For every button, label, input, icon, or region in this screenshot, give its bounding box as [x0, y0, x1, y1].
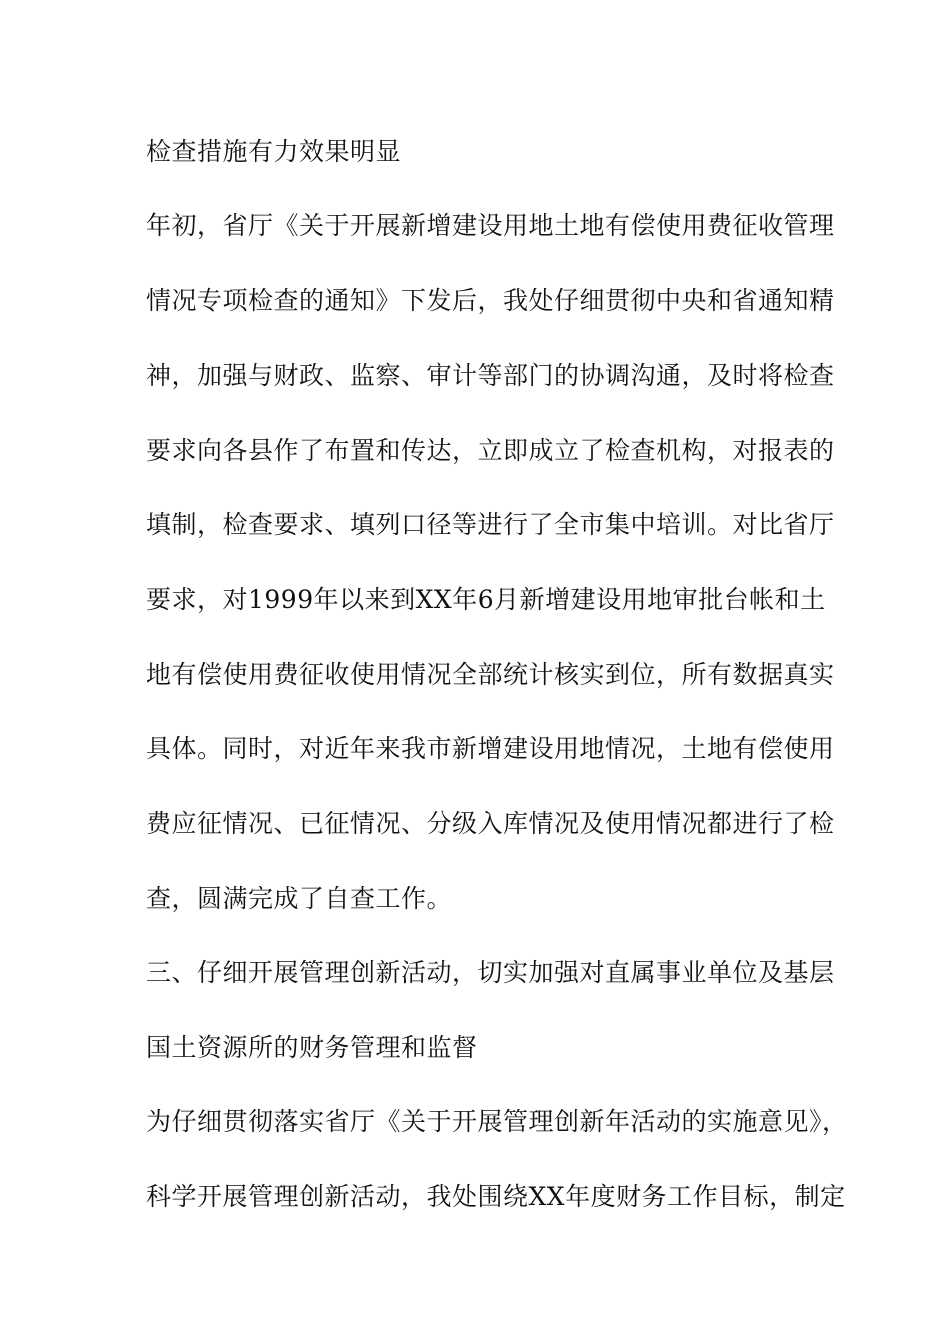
section-heading: 检查措施有力效果明显	[146, 137, 402, 166]
text-line: 具体。同时，对近年来我市新增建设用地情况，土地有偿使用	[146, 734, 835, 763]
text-line: 填制，检查要求、填列口径等进行了全市集中培训。对比省厅	[146, 510, 835, 539]
text-line: 年初，省厅《关于开展新增建设用地土地有偿使用费征收管理	[146, 211, 835, 240]
text-line: 查，圆满完成了自查工作。	[146, 884, 453, 913]
text-line: 科学开展管理创新活动，我处围绕XX年度财务工作目标，制定	[146, 1182, 846, 1211]
text-line: 地有偿使用费征收使用情况全部统计核实到位，所有数据真实	[146, 660, 835, 689]
text-line: 神，加强与财政、监察、审计等部门的协调沟通，及时将检查	[146, 361, 835, 390]
text-line: 情况专项检查的通知》下发后，我处仔细贯彻中央和省通知精	[146, 286, 835, 315]
text-line: 为仔细贯彻落实省厅《关于开展管理创新年活动的实施意见》，	[146, 1107, 848, 1136]
section-heading: 三、仔细开展管理创新活动，切实加强对直属事业单位及基层	[146, 958, 835, 987]
section-heading: 国土资源所的财务管理和监督	[146, 1033, 478, 1062]
text-line: 要求，对1999年以来到XX年6月新增建设用地审批台帐和土	[146, 585, 826, 614]
text-line: 费应征情况、已征情况、分级入库情况及使用情况都进行了检	[146, 809, 835, 838]
text-line: 要求向各县作了布置和传达，立即成立了检查机构，对报表的	[146, 436, 835, 465]
